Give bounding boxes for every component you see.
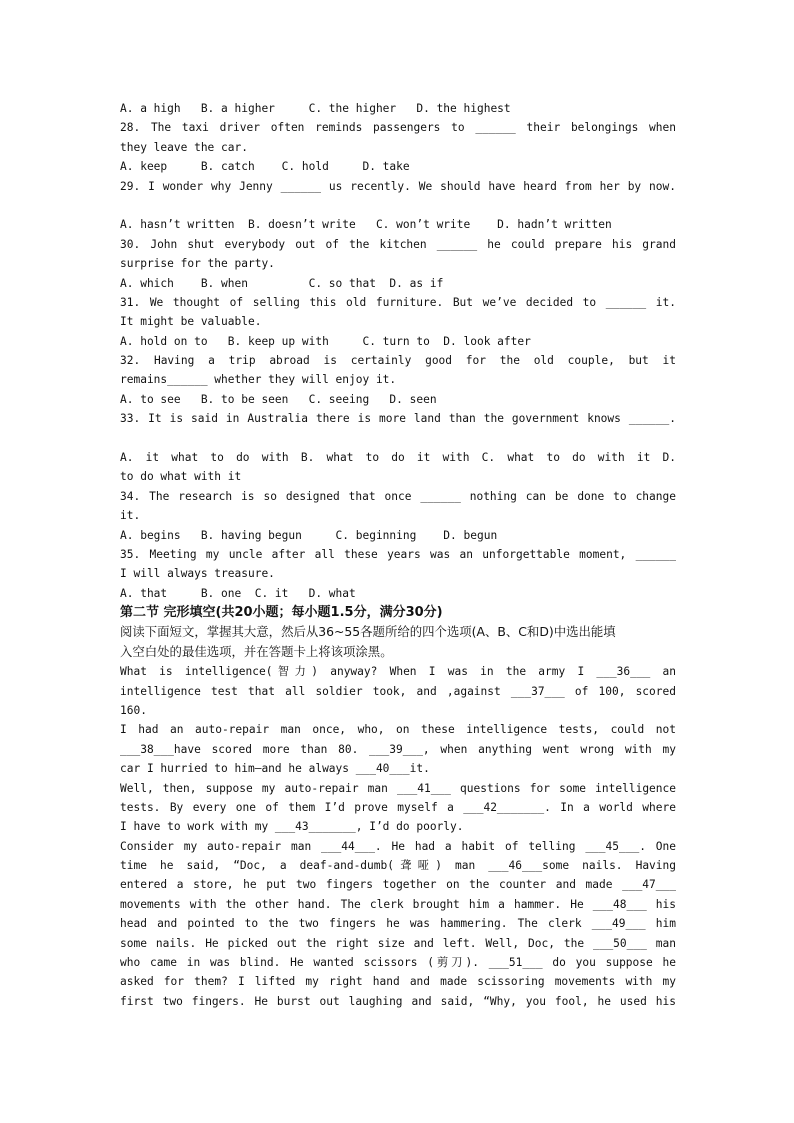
text-line: 28. The taxi driver often reminds passengers to ______ their belongings when	[120, 121, 676, 135]
passage-line: entered a store, he put two fingers together on the counter and made ___47___	[120, 878, 676, 892]
passage-line: car I hurried to him—and he always ___40___it.	[120, 762, 430, 776]
text-line: A. to see B. to be seen C. seeing D. seen	[120, 392, 437, 406]
passage-line: I had an auto-repair man once, who, on these intelligence tests, could not	[120, 723, 676, 737]
text-line: 33. It is said in Australia there is more land than the government knows ______.	[120, 412, 676, 426]
text-line: 30. John shut everybody out of the kitchen ______ he could prepare his grand	[120, 237, 676, 251]
text-line: remains______ whether they will enjoy it.	[120, 373, 397, 387]
text-line: A. which B. when C. so that D. as if	[120, 276, 444, 290]
text-line: It might be valuable.	[120, 315, 262, 329]
section-heading: 第二节 完形填空(共20小题；每小题1.5分，满分30分)	[120, 605, 443, 621]
passage-line: asked for them? I lifted my right hand and made scissoring movements with my	[120, 975, 676, 989]
passage-line: ___38___have scored more than 80. ___39___, when anything went wrong with my	[120, 742, 676, 756]
passage-line: intelligence test that all soldier took, and ,against ___37___ of 100, scored	[120, 684, 676, 698]
text-line: I will always treasure.	[120, 567, 275, 581]
passage-line: Consider my auto-repair man ___44___. He had a habit of telling ___45___. One	[120, 839, 676, 853]
blank-line	[120, 196, 676, 215]
text-line: 29. I wonder why Jenny ______ us recently. We should have heard from her by now.	[120, 179, 676, 193]
question-block	[120, 99, 676, 603]
text-line: A. begins B. having begun C. beginning D. begun	[120, 528, 498, 542]
cloze-passage	[120, 662, 676, 1011]
text-line: to do what with it	[120, 470, 242, 484]
text-line: A. keep B. catch C. hold D. take	[120, 160, 410, 174]
text-line: surprise for the party.	[120, 257, 275, 271]
text-line: A. a high B. a higher C. the higher D. the highest	[120, 102, 511, 115]
passage-line: head and pointed to the two fingers he was hammering. The clerk ___49___ him	[120, 917, 676, 931]
passage-line: who came in was blind. He wanted scissors (剪刀). ___51___ do you suppose he	[120, 956, 676, 970]
blank-line	[120, 429, 676, 448]
passage-line: time he said, “Doc, a deaf-and-dumb(聋哑) man ___46___some nails. Having	[120, 859, 676, 873]
text-line: they leave the car.	[120, 140, 248, 154]
text-line: A. hold on to B. keep up with C. turn to D. look after	[120, 334, 531, 348]
text-line: 35. Meeting my uncle after all these years was an unforgettable moment, ______	[120, 547, 676, 561]
text-line: A. hasn’t written B. doesn’t write C. won’t write D. hadn’t written	[120, 218, 612, 232]
passage-line: movements with the other hand. The clerk brought him a hammer. He ___48___ his	[120, 897, 676, 911]
passage-line: some nails. He picked out the right size and left. Well, Doc, the ___50___ man	[120, 936, 676, 950]
text-line: 32. Having a trip abroad is certainly good for the old couple, but it	[120, 354, 676, 368]
passage-line: 160.	[120, 703, 147, 717]
text-line: A. it what to do with B. what to do it with C. what to do with it D.	[120, 451, 676, 465]
passage-line: first two fingers. He burst out laughing and said, “Why, you fool, he used his	[120, 994, 676, 1008]
instruction-line: 入空白处的最佳选项，并在答题卡上将该项涂黑。	[120, 644, 393, 660]
text-line: it.	[120, 509, 141, 523]
passage-line: tests. By every one of them I’d prove myself a ___42_______. In a world where	[120, 800, 676, 814]
text-line: A. that B. one C. it D. what	[120, 586, 356, 600]
passage-line: I have to work with my ___43_______, I’d do poorly.	[120, 820, 464, 834]
instruction-line: 阅读下面短文，掌握其大意，然后从36~55各题所给的四个选项(A、B、C和D)中选出能填	[120, 624, 616, 640]
passage-line: What is intelligence(智力) anyway? When I was in the army I ___36___ an	[120, 665, 676, 679]
passage-line: Well, then, suppose my auto-repair man ___41___ questions for some intelligence	[120, 781, 676, 795]
document-page	[120, 99, 676, 1011]
text-line: 34. The research is so designed that once ______ nothing can be done to change	[120, 489, 676, 503]
text-line: 31. We thought of selling this old furniture. But we’ve decided to ______ it.	[120, 295, 676, 309]
